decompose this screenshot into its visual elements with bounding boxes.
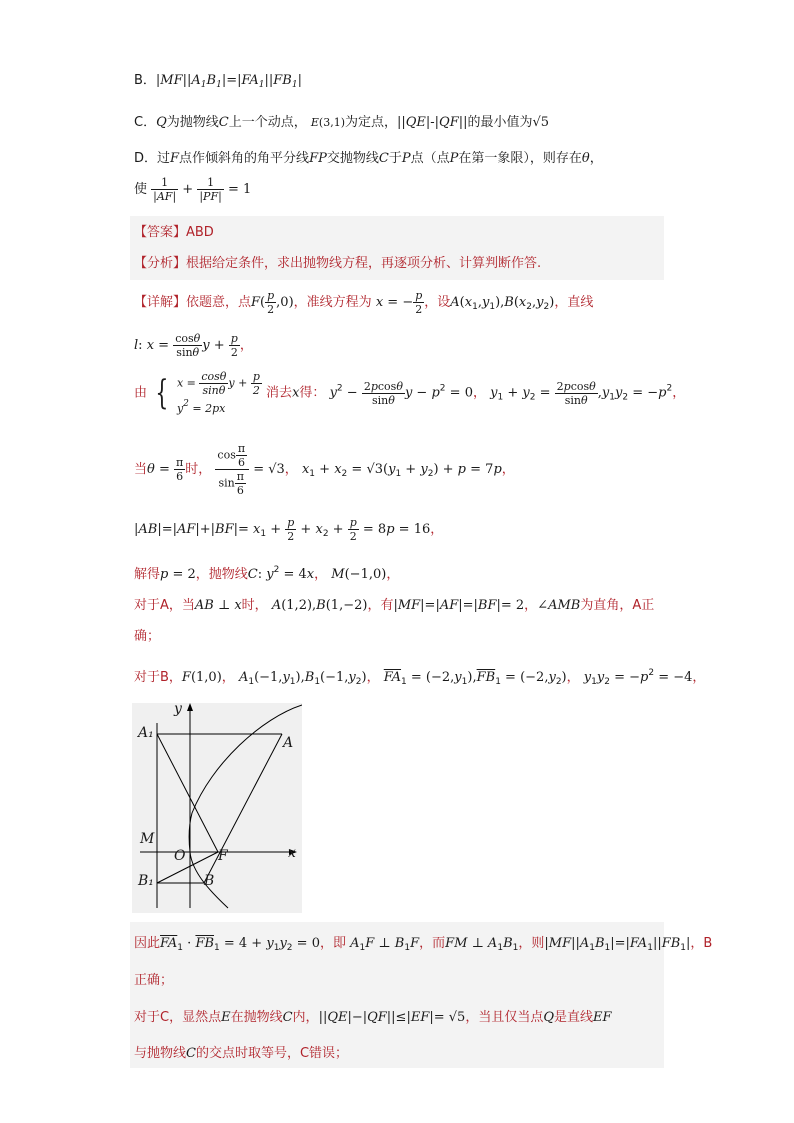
label-b: B xyxy=(204,873,215,889)
option-b: B．$|MF||A_1B_1|=|FA_1||FB_1|$ xyxy=(134,73,302,90)
parabola-figure xyxy=(132,703,302,913)
answer-line: 【答案】ABD xyxy=(134,225,214,240)
detail-line-6: 解得p = 2，抛物线C: $y^2 = 4x$， M(−1,0)， xyxy=(134,565,400,582)
detail-line-9b: 正确； xyxy=(134,973,174,988)
label-b1: B₁ xyxy=(138,873,154,889)
detail-line-2: l: x = $\frac{\cos\theta}{\sin\theta}$ y + $\frac{p}{2}$ ， xyxy=(134,332,253,359)
label-a1: A₁ xyxy=(138,725,154,741)
segment-a-b xyxy=(204,734,282,883)
label-f: F xyxy=(218,848,228,864)
detail-line-10b: 与抛物线C的交点时取等号，C错误； xyxy=(134,1046,349,1061)
option-d-formula: 使 $\frac{1}{|AF|}$ + $\frac{1}{|PF|}$ = 1 xyxy=(134,176,252,203)
detail-line-7b: 确； xyxy=(134,629,161,644)
detail-line-9: 因此$\overline{FA}_1 \cdot \overline{FB}_1 = 4 + y_1y_2 = 0$，即 $A_1F$ ⊥ $B_1F$，而FM ⊥ $A_1B_1$，则$|MF||A_1B_1|=|FA_1||FB_1|$，B xyxy=(134,936,713,953)
detail-line-5: $|AB|=|AF|+|BF|= x_1$ + $\frac{p}{2}$ + $x_2$ + $\frac{p}{2}$ = 8p = 16， xyxy=(134,516,444,543)
label-y: y xyxy=(174,701,182,717)
segment-a1-f xyxy=(157,734,218,852)
detail-line-8: 对于B，F(1,0)， $A_1(-1,y_1),B_1(-1,y_2)$， $\overline{FA}_1 = (-2,y_1),\overline{FB}_1 = (-2,y_2)$， $y_1y_2 = -p^2 = -4$， xyxy=(134,668,706,687)
detail-line-10: 对于C，显然点E在抛物线C内，||QE|−|QF||≤|EF|= √5，当且仅当点Q是直线EF xyxy=(134,1010,612,1025)
label-o: O xyxy=(174,848,186,864)
label-x: x xyxy=(288,845,296,861)
option-c: C．Q为抛物线C上一个动点， E(3,1)为定点，||QE|-|QF||的最小值为√5 xyxy=(134,115,550,130)
analysis-line: 【分析】根据给定条件，求出抛物线方程，再逐项分析、计算判断作答. xyxy=(134,256,542,271)
detail-line-4: 当θ = $\frac{\pi}{6}$ 时， cos $\frac{\pi}{6}$ sin $\frac{\pi}{6}$ = √3， $x_1 + x_2 = √3(y_1 + y_2) + p = 7p$， xyxy=(134,442,515,497)
option-d: D．过F点作倾斜角的角平分线FP交抛物线C于P点（点P在第一象限），则存在θ， xyxy=(134,151,603,166)
detail-line-1: 【详解】依题意，点F( $\frac{p}{2}$ ,0)，准线方程为 x = − $\frac{p}{2}$ ，设$A(x_1,y_1),B(x_2,y_2)$，直线 xyxy=(134,289,594,316)
label-m: M xyxy=(140,831,155,847)
y-axis-arrow xyxy=(187,703,193,711)
label-a: A xyxy=(283,735,294,751)
detail-line-3: 由 { x = $\frac{\cos\theta}{\sin\theta}$ y + $\frac{p}{2}$ $y^2 = 2px$ 消去x得： $y^2$ − $\frac{2pcos\theta}{\sin\theta}$ $y - p^2 = 0$， $y_1 + y_2$ = $\frac{2pcos\theta}{\sin\theta}$ $,y_1y_2 = -p^2$， xyxy=(134,370,686,415)
detail-line-7: 对于A，当AB ⊥ x时， A(1,2),B(1,−2)，有|MF|=|AF|=|BF|= 2，∠AMB为直角，A正 xyxy=(134,598,655,613)
